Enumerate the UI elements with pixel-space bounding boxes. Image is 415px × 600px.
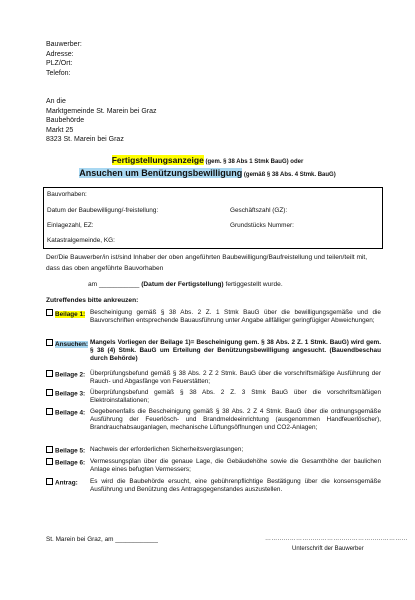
address-line: Marktgemeinde St. Marein bei Graz <box>46 107 157 115</box>
date-prefix: am <box>88 281 98 288</box>
field-katastralgemeinde[interactable]: Katastralgemeinde, KG: <box>47 237 115 244</box>
list-item-beilage-1 <box>46 309 381 325</box>
field-grundstuecksnummer[interactable]: Grundstücks Nummer: <box>230 222 294 229</box>
list-item-beilage-4 <box>46 408 381 433</box>
checkbox[interactable] <box>46 370 53 377</box>
address-line: Markt 25 <box>46 126 74 134</box>
date-suffix: fertiggestellt wurde. <box>225 281 283 288</box>
checkbox[interactable] <box>46 408 53 415</box>
item-text: Mangels Vorliegen der Beilage 1)= Bescheinigung gem. § 38 Abs. 2 Z. 1 Stmk. BauG) wird gem. § 38 (4) Stmk. BauG um Erteilung der Benützungsbewilligung angesucht. (Bauendbeschau durch Behörde) <box>90 339 381 363</box>
list-item-beilage-6 <box>46 458 381 474</box>
checkbox[interactable] <box>46 389 53 396</box>
checkbox[interactable] <box>46 309 53 316</box>
list-item-beilage-5 <box>46 446 381 454</box>
item-text: Bescheinigung gemäß § 38 Abs. 2 Z. 1 Stmk BauG über die bewilligungsgemäße und die Bauvorschriften entsprechende Bauausführung unter Angabe allfälliger geringfügiger Abweichungen; <box>90 309 381 325</box>
item-text: Es wird die Baubehörde ersucht, eine gebührenpflichtige Bestätigung über die konsensgemäße Ausführung und Benützung des Antragsgegenstandes auszustellen. <box>90 478 381 494</box>
mark-heading: Zutreffendes bitte ankreuzen: <box>46 297 139 304</box>
date-hint: (Datum der Fertigstellung) <box>141 281 224 288</box>
title-main: Ansuchen um Benützungsbewilligung <box>79 168 243 178</box>
item-text: Überprüfungsbefund gemäß § 38 Abs. 2 Z. 3 Stmk BauG über die vorschriftsmäßigen Elektroinstallationen; <box>90 389 381 405</box>
list-item-ansuchen <box>46 339 381 364</box>
list-item-antrag <box>46 478 381 494</box>
address-line: An die <box>46 98 66 105</box>
item-label: Ansuchen: <box>55 340 89 348</box>
date-blank[interactable]: ___________ <box>99 281 140 288</box>
checkbox[interactable] <box>46 478 53 485</box>
place-date-field[interactable]: St. Marein bei Graz, am ____________ <box>46 536 158 543</box>
checkbox[interactable] <box>46 446 53 453</box>
title-main: Fertigstellungsanzeige <box>111 155 204 165</box>
item-label: Beilage 6: <box>55 459 86 467</box>
signature-line[interactable]: …………………………………………………………… <box>265 536 408 542</box>
item-text: Überprüfungsbefund gemäß § 38 Abs. 2 Z 2 Stmk. BauG über die vorschriftsmäßige Ausführung der Rauch- und Abgasfänge von Feuerstätten; <box>90 370 381 386</box>
item-label: Beilage 4: <box>55 409 86 417</box>
sender-line: PLZ/Ort: <box>46 60 73 67</box>
field-bauvorhaben[interactable]: Bauvorhaben: <box>47 191 87 198</box>
field-geschaeftszahl[interactable]: Geschäftszahl (GZ): <box>230 207 288 214</box>
intro-paragraph: Der/Die Bauwerber/in ist/sind Inhaber der oben angeführten Baubewilligung/Baufreistellung und teilen/teilt mit, dass das oben angeführte Bauvorhaben <box>46 254 368 272</box>
sender-line: Telefon: <box>46 69 71 77</box>
item-text: Vermessungsplan über die genaue Lage, die Gebäudehöhe sowie die Gesamthöhe der baulichen Anlage eines befugten Vermessers; <box>90 458 381 474</box>
checkbox[interactable] <box>46 339 53 346</box>
title-fertigstellungsanzeige <box>0 155 415 165</box>
item-text: Nachweis der erforderlichen Sicherheitsverglasungen; <box>90 446 244 453</box>
list-item-beilage-3 <box>46 389 381 405</box>
checkbox[interactable] <box>46 458 53 465</box>
item-label: Beilage 5: <box>55 447 86 455</box>
signature-label: Unterschrift der Bauwerber <box>292 546 364 552</box>
project-info-box <box>43 187 383 249</box>
recipient-address <box>46 97 157 145</box>
title-sub: (gem. § 38 Abs 1 Stmk BauG) oder <box>203 159 304 165</box>
item-label: Antrag: <box>55 479 78 487</box>
item-text: Gegebenenfalls die Bescheinigung gemäß § 38 Abs. 2 Z 4 Stmk. BauG über die ordnungsgemäße Ausführung der Feuerlösch- und Brandmeldeeinrichtung (ausgenommen Handfeuerlöscher), Brandrauchabsauganlagen, mechanische Lüftungsöffnungen und CO2-Anlagen; <box>90 408 381 432</box>
item-label: Beilage 3: <box>55 390 86 398</box>
completion-date-line <box>88 281 283 288</box>
title-sub: (gemäß § 38 Abs. 4 Stmk. BauG) <box>242 172 336 178</box>
sender-block <box>46 40 82 78</box>
title-benuetzungsbewilligung <box>0 168 415 178</box>
address-line: 8323 St. Marein bei Graz <box>46 136 124 143</box>
list-item-beilage-2 <box>46 370 381 386</box>
field-datum-baubewilligung[interactable]: Datum der Baubewilligung/-freistellung: <box>47 207 159 214</box>
field-einlagezahl[interactable]: Einlagezahl, EZ: <box>47 222 94 229</box>
address-line: Baubehörde <box>46 117 85 124</box>
item-label: Beilage 2: <box>55 371 86 379</box>
sender-line: Bauwerber: <box>46 41 82 48</box>
sender-line: Adresse: <box>46 50 74 58</box>
item-label: Beilage 1: <box>55 310 86 318</box>
